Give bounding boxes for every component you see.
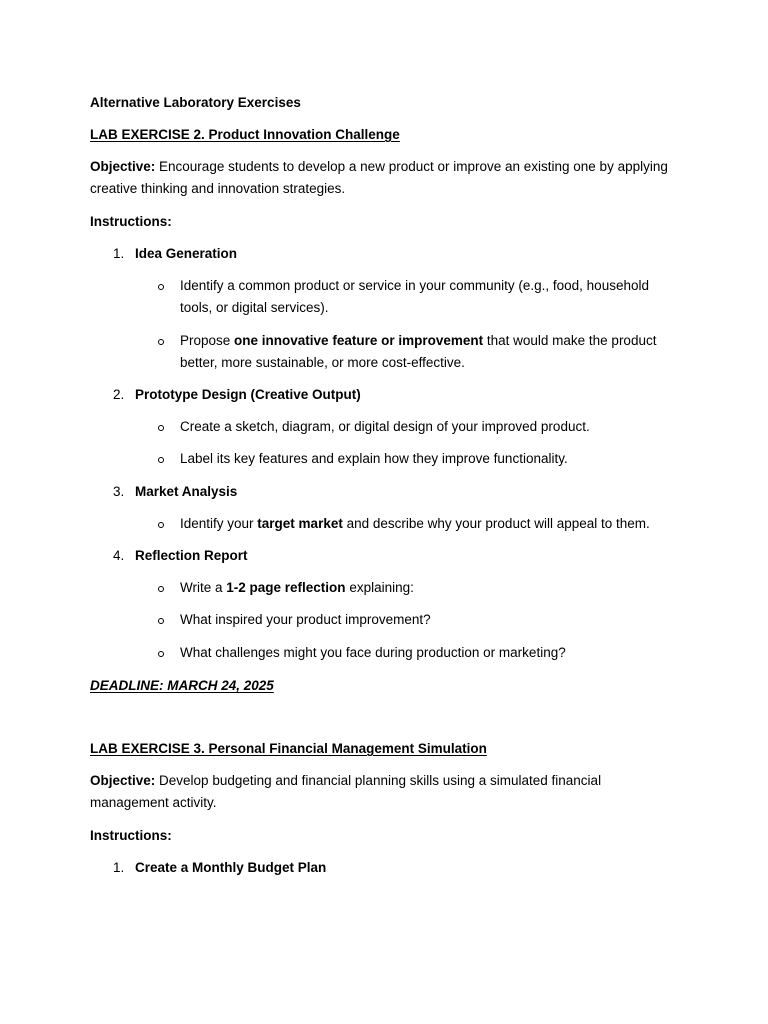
list-item: What inspired your product improvement? bbox=[180, 612, 431, 627]
list-item-text: that would make the product better, more sustainable, or more cost-effective. bbox=[180, 333, 657, 370]
list-item: Create a sketch, diagram, or digital design of your improved product. bbox=[180, 419, 590, 434]
list-item-text: and describe why your product will appeal to them. bbox=[342, 516, 650, 531]
step-title-idea-generation: Idea Generation bbox=[135, 246, 238, 261]
list-item-text: Write a bbox=[180, 580, 227, 595]
step-number: 4. bbox=[113, 548, 125, 563]
list-item: Identify a common product or service in your community (e.g., food, household tools, or digital services). bbox=[180, 278, 649, 315]
list-item-text: explaining: bbox=[345, 580, 414, 595]
bullet-icon bbox=[158, 284, 164, 290]
deadline: DEADLINE: MARCH 24, 2025 bbox=[90, 678, 274, 693]
step-title-market-analysis: Market Analysis bbox=[135, 484, 238, 499]
bullet-icon bbox=[158, 651, 164, 657]
list-item-emphasis: one innovative feature or improvement bbox=[234, 333, 484, 348]
list-item-emphasis: 1-2 page reflection bbox=[226, 580, 346, 595]
objective-text: Encourage students to develop a new product or improve an existing one by applying creative thinking and innovation strategies. bbox=[90, 159, 668, 196]
bullet-icon bbox=[158, 457, 164, 463]
step-number: 1. bbox=[113, 246, 125, 261]
list-item-emphasis: target market bbox=[257, 516, 343, 531]
exercise-3-objective bbox=[90, 770, 650, 814]
exercise-3-heading: LAB EXERCISE 3. Personal Financial Management Simulation bbox=[90, 741, 487, 756]
step-number: 3. bbox=[113, 484, 125, 499]
exercise-2-heading: LAB EXERCISE 2. Product Innovation Challenge bbox=[90, 127, 400, 142]
objective-label: Objective: bbox=[90, 773, 156, 788]
list-item bbox=[180, 514, 650, 533]
objective-label: Objective: bbox=[90, 159, 156, 174]
instructions-label: Instructions: bbox=[90, 214, 172, 229]
bullet-icon bbox=[158, 522, 164, 528]
list-item-text: Propose bbox=[180, 333, 235, 348]
document-title: Alternative Laboratory Exercises bbox=[90, 95, 301, 110]
list-item-text: Identify your bbox=[180, 516, 258, 531]
step-title-reflection-report: Reflection Report bbox=[135, 548, 248, 563]
exercise-2-objective bbox=[90, 156, 690, 200]
list-item: What challenges might you face during production or marketing? bbox=[180, 645, 566, 660]
step-number: 1. bbox=[113, 860, 125, 875]
step-number: 2. bbox=[113, 387, 125, 402]
step-title-monthly-budget: Create a Monthly Budget Plan bbox=[135, 860, 327, 875]
list-item: Label its key features and explain how they improve functionality. bbox=[180, 451, 568, 466]
bullet-icon bbox=[158, 586, 164, 592]
bullet-icon bbox=[158, 425, 164, 431]
objective-text: Develop budgeting and financial planning skills using a simulated financial management activity. bbox=[90, 773, 602, 810]
step-title-prototype-design: Prototype Design (Creative Output) bbox=[135, 387, 361, 402]
bullet-icon bbox=[158, 618, 164, 624]
bullet-icon bbox=[158, 339, 164, 345]
instructions-label: Instructions: bbox=[90, 828, 172, 843]
list-item bbox=[180, 330, 680, 374]
list-item bbox=[180, 578, 414, 597]
